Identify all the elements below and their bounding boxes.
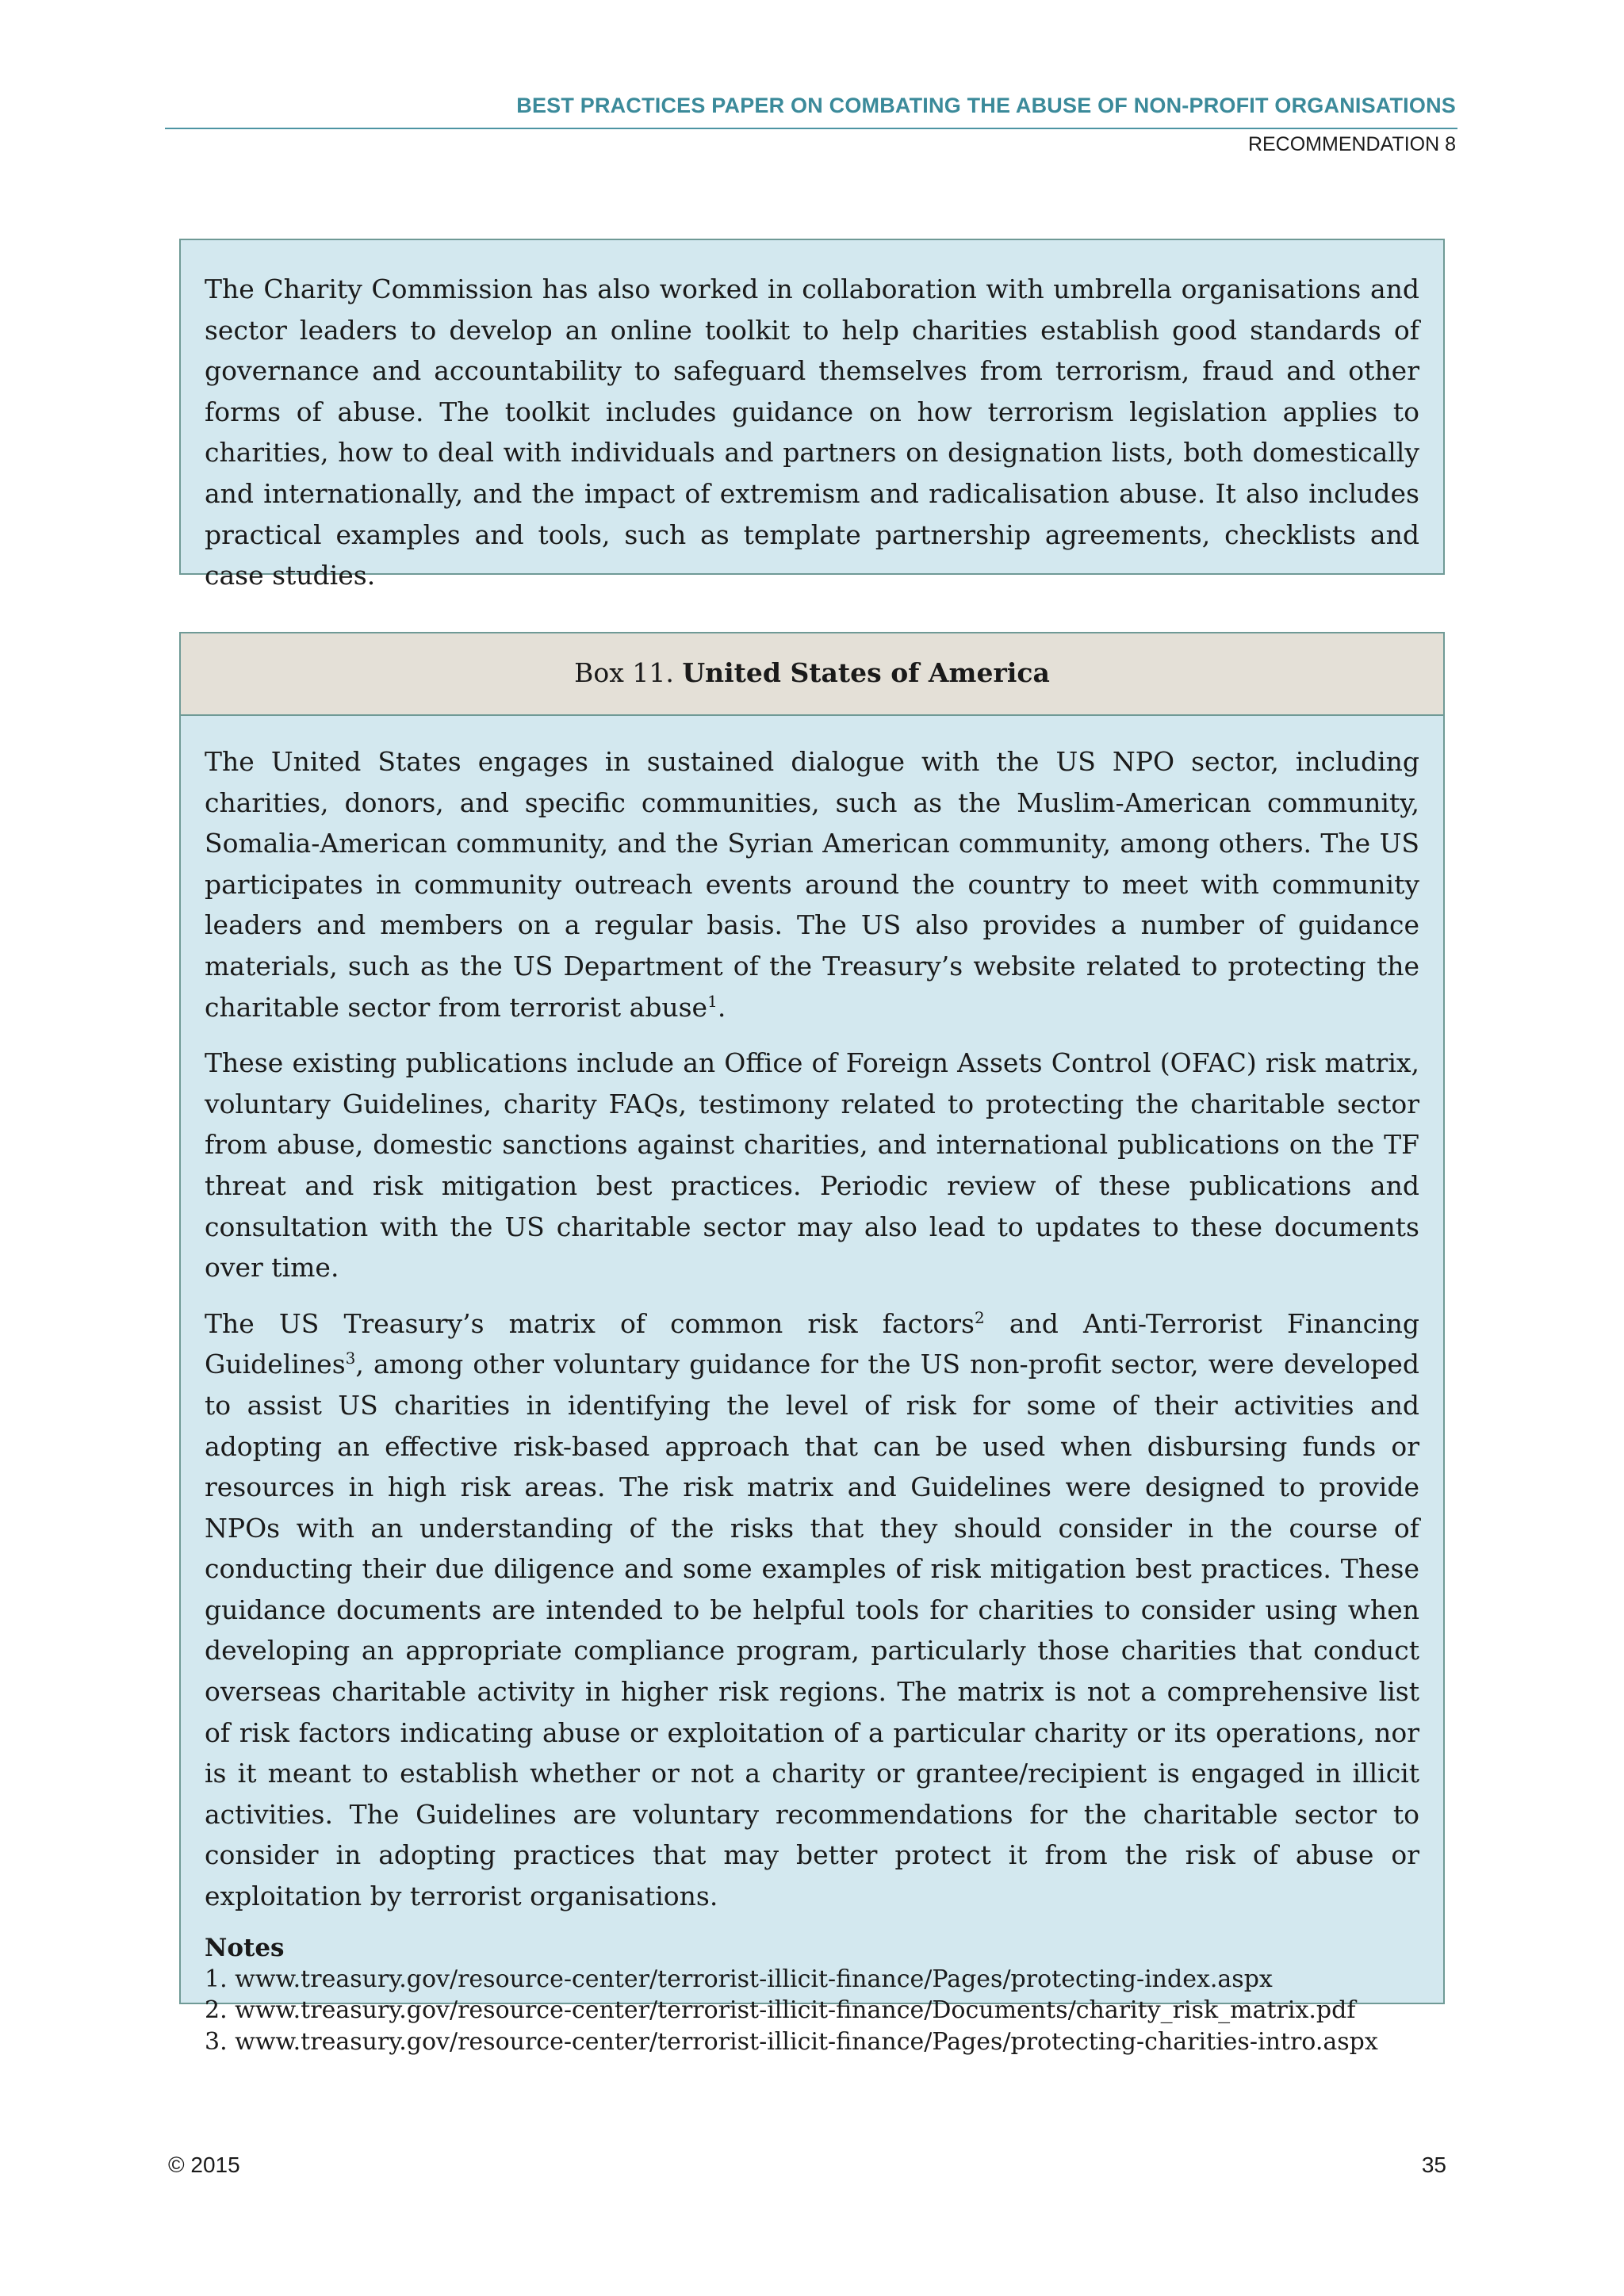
- notes-heading: Notes: [205, 1933, 285, 1962]
- note-item-2: 2. www.treasury.gov/resource-center/terrorist-illicit-finance/Documents/charity_risk_matrix.pdf: [205, 1996, 1356, 2025]
- box-11-united-states: [179, 632, 1445, 2056]
- footer-page-number: 35: [1421, 2152, 1446, 2177]
- box-11-p1-end: .: [717, 991, 726, 1023]
- box-11-paragraph-2: These existing publications include an Office of Foreign Assets Control (OFAC) risk matrix, voluntary Guidelines, charity FAQs, testimony related to protecting the charitable sector from abuse, domestic sanctions against charities, and international publications on the TF threat and risk mitigation best practices. Periodic review of these publications and consultation with the US charitable sector may also lead to updates to these documents over time.: [205, 1047, 1419, 1284]
- footnote-ref-2: 2: [974, 1307, 985, 1327]
- note-item-3: 3. www.treasury.gov/resource-center/terrorist-illicit-finance/Pages/protecting-charities-intro.aspx: [205, 2027, 1378, 2056]
- footnote-ref-1: 1: [707, 991, 718, 1011]
- box-11-header: [181, 633, 1443, 716]
- note-item-1: 1. www.treasury.gov/resource-center/terrorist-illicit-finance/Pages/protecting-index.aspx: [205, 1965, 1273, 1993]
- box-11-paragraph-3: [205, 1303, 1419, 1917]
- running-header-subtitle: RECOMMENDATION 8: [1247, 133, 1456, 155]
- box-11-p1-text: The United States engages in sustained dialogue with the US NPO sector, including charities, donors, and specific communities, such as the Muslim-American community, Somalia-American community, and the Syrian American community, among others. The US participates in community outreach events around the country to meet with community leaders and members on a regular basis. The US also provides a number of guidance materials, such as the US Department of the Treasury’s website related to protecting the charitable sector from terrorist abuse: [205, 746, 1419, 1023]
- box-11-label: Box 11.: [574, 657, 674, 688]
- box-11-p3-text-a: The US Treasury’s matrix of common risk factors: [205, 1307, 975, 1339]
- running-header-title: BEST PRACTICES PAPER ON COMBATING THE ABUSE OF NON-PROFIT ORGANISATIONS: [516, 94, 1456, 117]
- charity-commission-box: [179, 239, 1445, 591]
- box1-paragraph: The Charity Commission has also worked in collaboration with umbrella organisations and sector leaders to develop an online toolkit to help charities establish good standards of governance and accountability to safeguard themselves from terrorism, fraud and other forms of abuse. The toolkit includes guidance on how terrorism legislation applies to charities, how to deal with individuals and partners on designation lists, both domestically and internationally, and the impact of extremism and radicalisation abuse. It also includes practical examples and tools, such as template partnership agreements, checklists and case studies.: [205, 274, 1419, 591]
- header-divider: [165, 128, 1457, 129]
- box-11-title: United States of America: [682, 657, 1050, 688]
- box-11-p3-text-b: and Anti-Terrorist Financing Guidelines: [205, 1307, 1419, 1380]
- footer-copyright: © 2015: [168, 2152, 240, 2177]
- box-11-paragraph-1: [205, 741, 1419, 1027]
- box-11-body: [181, 716, 1443, 2057]
- footnote-ref-3: 3: [345, 1349, 356, 1368]
- box-11-p3-text-c: , among other voluntary guidance for the US non-profit sector, were developed to assist US charities in identifying the level of risk for some of their activities and adopting an effective risk-based approach that can be used when disbursing funds or resources in high risk areas. The risk matrix and Guidelines were designed to provide NPOs with an understanding of the risks that they should consider in the course of conducting their due diligence and some examples of risk mitigation best practices. These guidance documents are intended to be helpful tools for charities to consider using when developing an appropriate compliance program, particularly those charities that conduct overseas charitable activity in higher risk regions. The matrix is not a comprehensive list of risk factors indicating abuse or exploitation of a particular charity or its operations, nor is it meant to establish whether or not a charity or grantee/recipient is engaged in illicit activities. The Guidelines are voluntary recommendations for the charitable sector to consider in adopting practices that may better protect it from the risk of abuse or exploitation by terrorist organisations.: [205, 1349, 1419, 1912]
